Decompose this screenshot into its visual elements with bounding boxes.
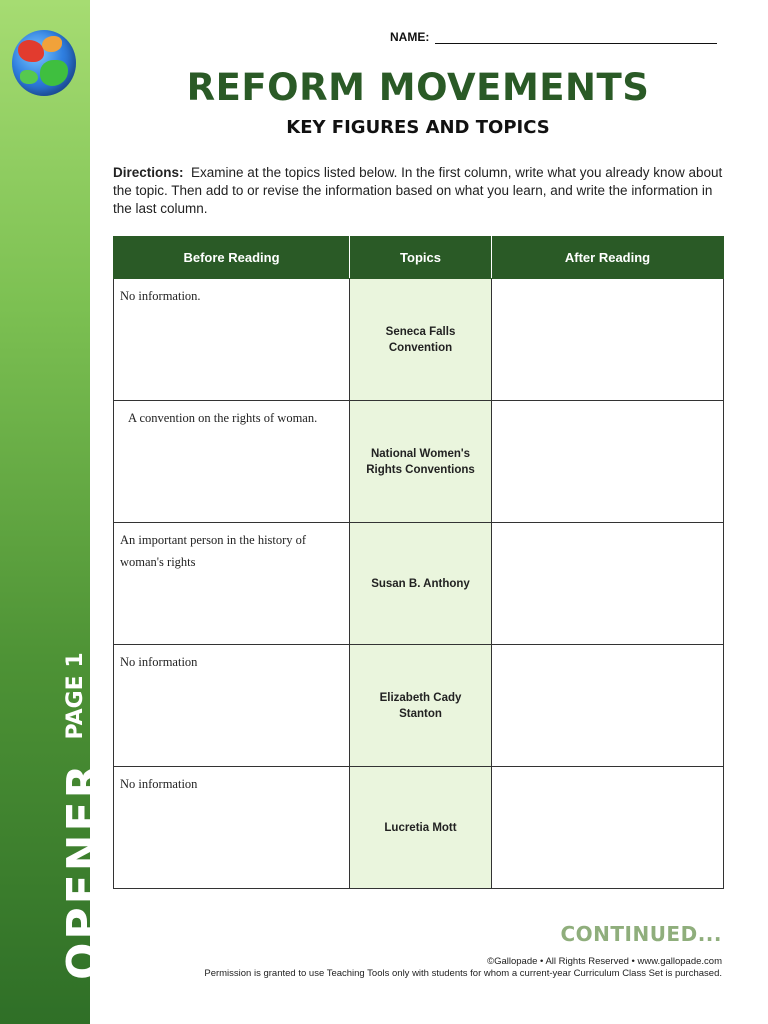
worksheet-table — [113, 236, 724, 889]
table-header-row — [114, 237, 724, 279]
continued-label: CONTINUED... — [560, 922, 722, 946]
before-reading-cell[interactable]: An important person in the history of woman's rights — [114, 523, 350, 645]
after-reading-cell[interactable] — [492, 279, 724, 401]
name-label: NAME: — [390, 30, 430, 44]
directions-label: Directions: — [113, 165, 184, 180]
before-reading-cell[interactable]: No information — [114, 645, 350, 767]
after-reading-cell[interactable] — [492, 767, 724, 889]
table-row — [114, 523, 724, 645]
page-title: REFORM MOVEMENTS — [186, 66, 650, 109]
sidebar — [0, 0, 109, 1024]
before-reading-cell[interactable]: No information. — [114, 279, 350, 401]
table-row — [114, 401, 724, 523]
copyright-text: ©Gallopade • All Rights Reserved • www.gallopade.com — [487, 956, 722, 967]
name-blank-line[interactable] — [435, 31, 717, 44]
header-before-reading: Before Reading — [114, 237, 350, 279]
before-reading-cell[interactable]: A convention on the rights of woman. — [114, 401, 350, 523]
name-field[interactable] — [390, 30, 717, 44]
topic-cell: Susan B. Anthony — [350, 523, 492, 645]
topic-cell: National Women's Rights Conventions — [350, 401, 492, 523]
header-topics: Topics — [350, 237, 492, 279]
after-reading-cell[interactable] — [492, 645, 724, 767]
topic-cell: Elizabeth Cady Stanton — [350, 645, 492, 767]
topic-cell: Lucretia Mott — [350, 767, 492, 889]
sidebar-label — [58, 652, 109, 980]
globe-icon — [12, 30, 76, 96]
page-subtitle: KEY FIGURES AND TOPICS — [286, 117, 550, 138]
topic-cell: Seneca Falls Convention — [350, 279, 492, 401]
page-label: PAGE 1 — [63, 652, 88, 740]
opener-label: OPENER — [58, 761, 109, 980]
table-row — [114, 767, 724, 889]
before-reading-cell[interactable]: No information — [114, 767, 350, 889]
header-after-reading: After Reading — [492, 237, 724, 279]
after-reading-cell[interactable] — [492, 523, 724, 645]
directions — [113, 164, 725, 218]
table-row — [114, 645, 724, 767]
permission-text: Permission is granted to use Teaching Tools only with students for whom a current-year Curriculum Class Set is purchased. — [204, 968, 722, 979]
after-reading-cell[interactable] — [492, 401, 724, 523]
table-row — [114, 279, 724, 401]
directions-text: Examine at the topics listed below. In the first column, write what you already know about the topic. Then add to or revise the information based on what you learn, and write the information in the last column. — [113, 165, 723, 216]
